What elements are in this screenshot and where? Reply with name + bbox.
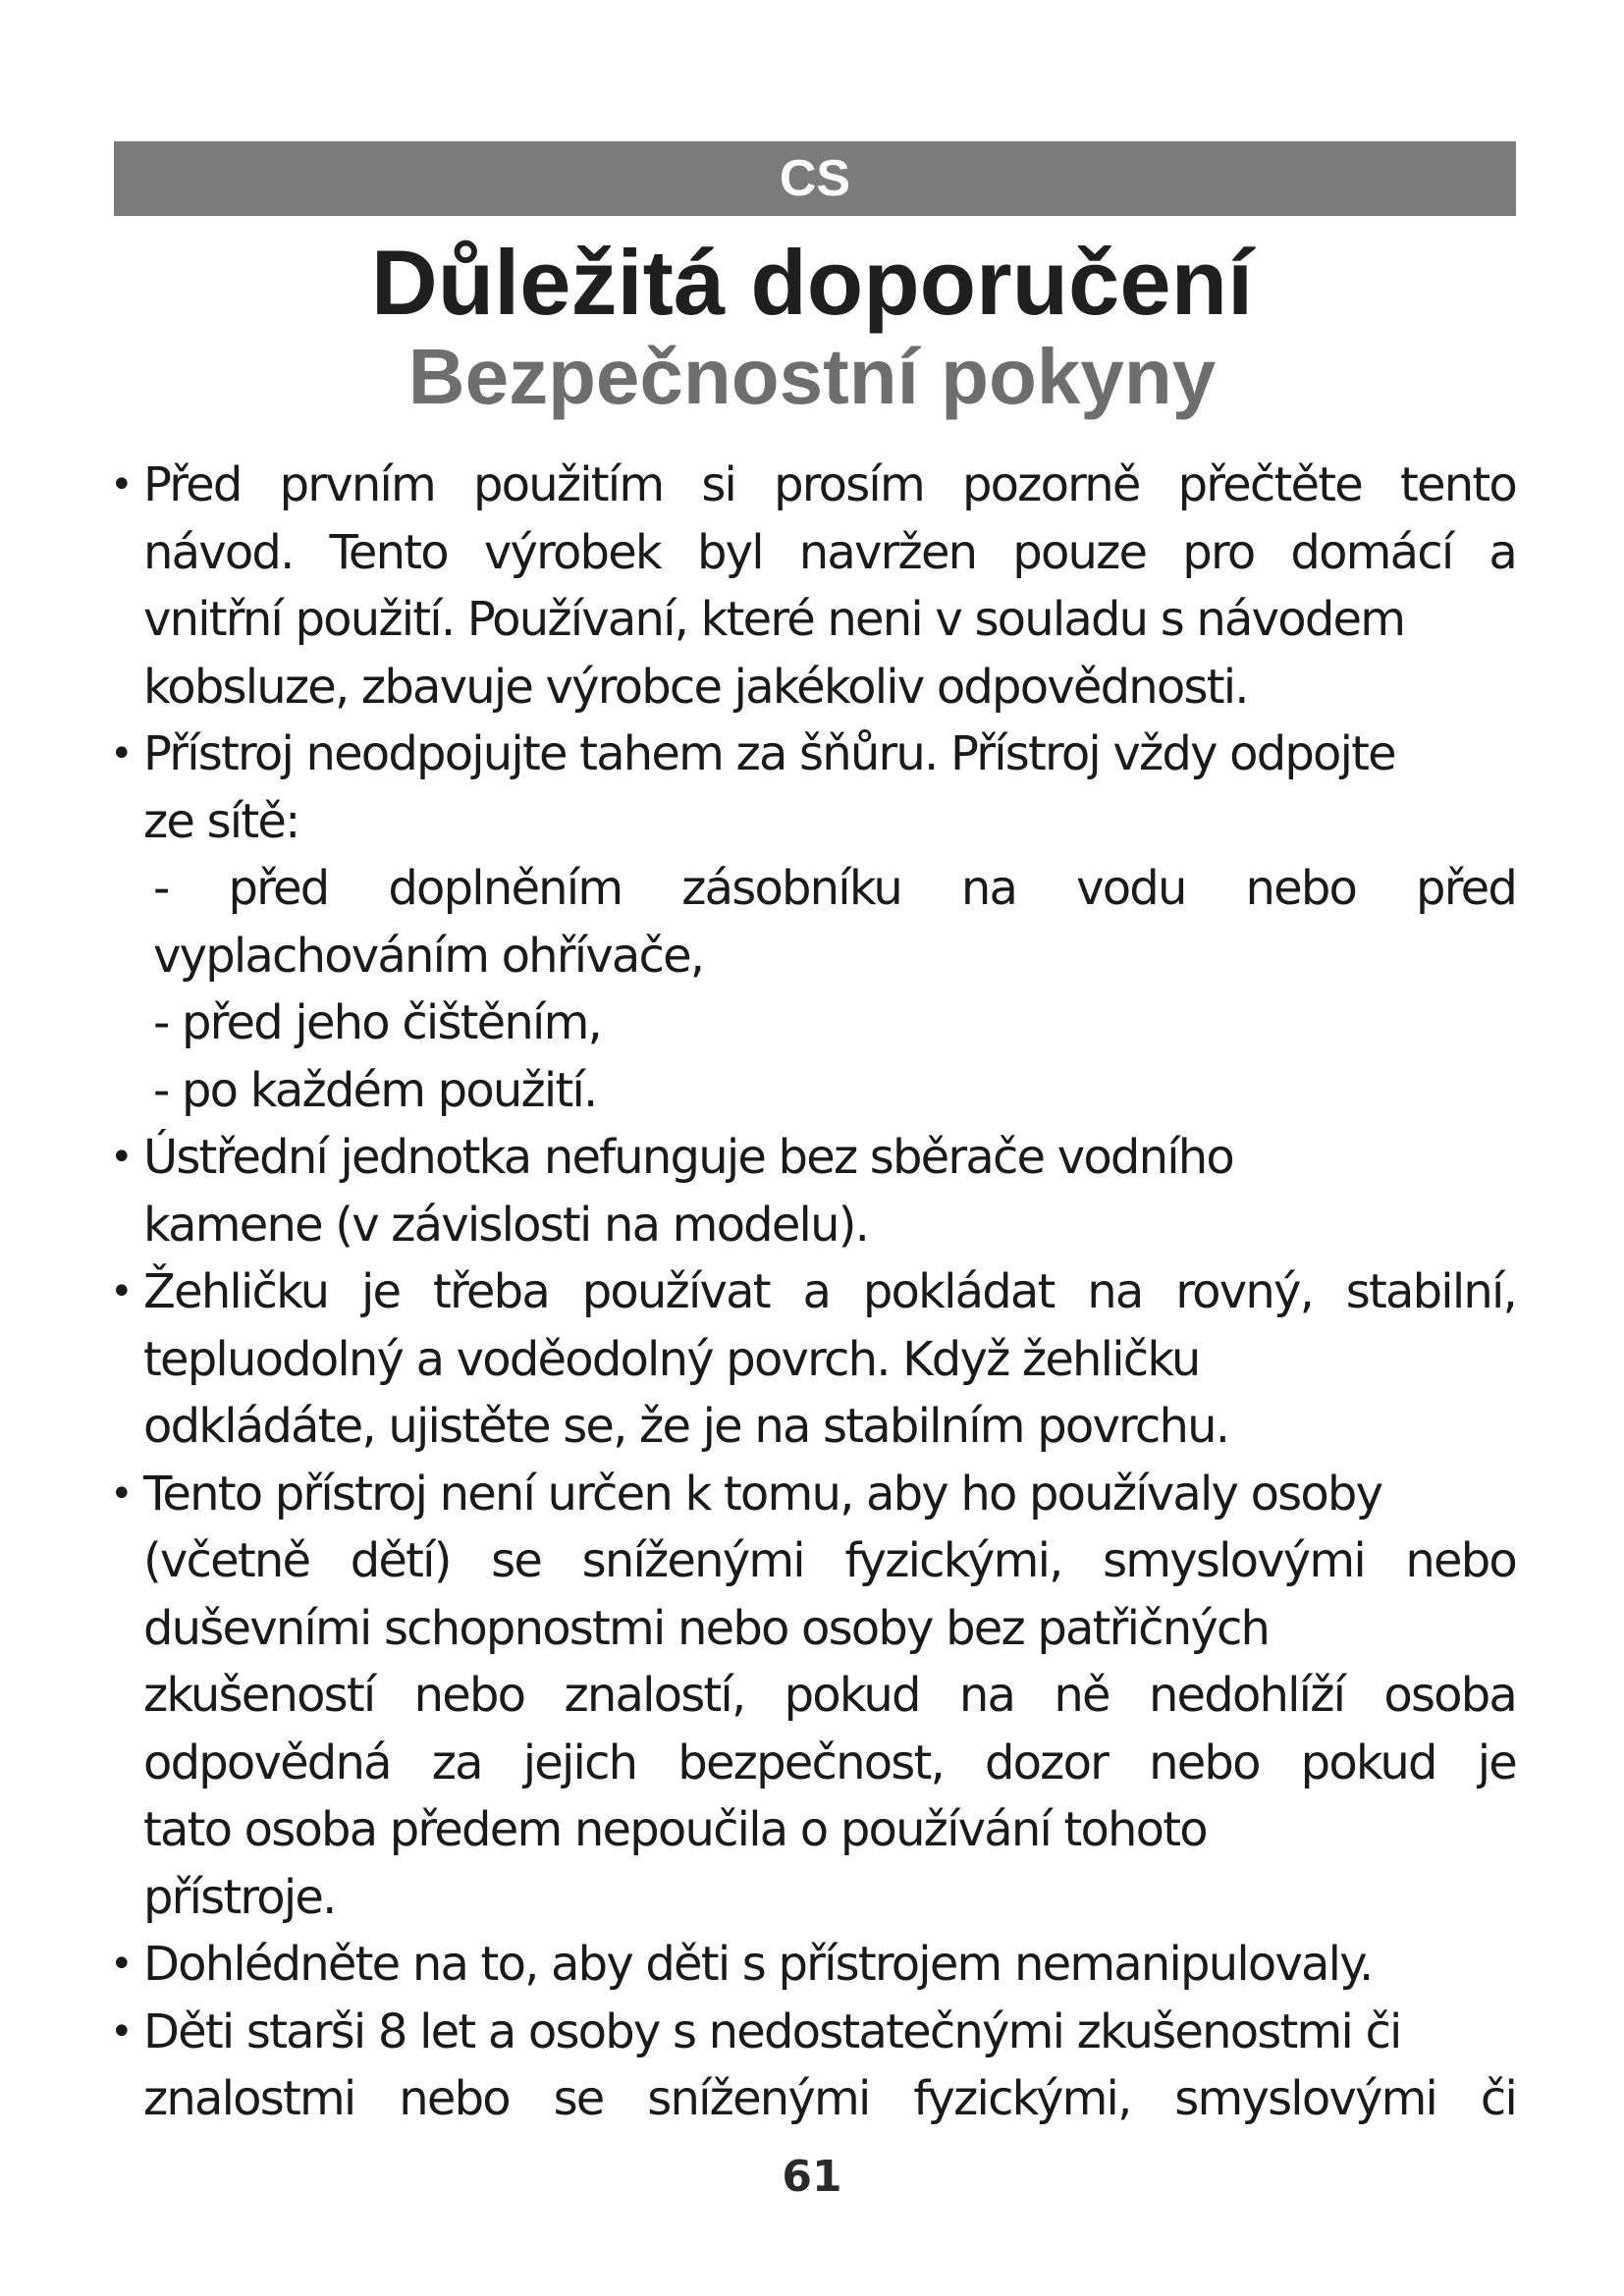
sub-item-text: před doplněním zásobníku na vodu nebo před: [228, 861, 1516, 916]
text-line: ze sítě:: [143, 793, 299, 849]
bullet-item: [110, 1461, 1516, 1932]
bullet-marker: •: [110, 1135, 134, 1180]
bullet-marker: •: [110, 1942, 134, 1987]
text-line: Žehličku je třeba používat a pokládat na rovný, stabilní,: [143, 1264, 1516, 1319]
sub-item: [110, 1057, 1516, 1125]
text-line: duševními schopnostmi nebo osoby bez patřičných: [143, 1600, 1270, 1656]
dash-marker: -: [153, 995, 169, 1050]
sub-item-line: [153, 855, 1516, 923]
sub-item-text: před jeho čištěním,: [182, 995, 601, 1050]
sub-item-line: [153, 989, 1516, 1057]
safety-instructions: [110, 452, 1516, 2133]
bullet-marker: •: [110, 2008, 134, 2055]
bullet-item: [110, 1931, 1516, 1999]
bullet-marker: •: [110, 462, 134, 507]
bullet-item: [110, 1999, 1516, 2133]
sub-item-line: [153, 1057, 1516, 1125]
bullet-marker: •: [110, 731, 134, 776]
text-line: kobsluze, zbavuje výrobce jakékoliv odpovědnosti.: [143, 659, 1248, 715]
text-line: vnitřní použití. Používaní, které neni v souladu s návodem: [143, 592, 1405, 647]
bullet-item: [110, 452, 1516, 721]
bullet-marker: •: [110, 1269, 134, 1314]
bullet-item: [110, 721, 1516, 855]
dash-marker: -: [153, 861, 169, 916]
text-line: zkušeností nebo znalostí, pokud na ně nedohlíží osoba: [143, 1668, 1516, 1723]
text-line: znalostmi nebo se sníženými fyzickými, smyslovými či: [143, 2071, 1516, 2126]
bullet-item: [110, 1258, 1516, 1461]
page-number: 61: [782, 2152, 842, 2202]
bullet-item: [110, 1124, 1516, 1258]
bullet-marker: •: [110, 1470, 134, 1517]
text-line: Před prvním použitím si prosím pozorně přečtěte tento: [143, 457, 1516, 512]
sub-item: [110, 855, 1516, 989]
text-line: Dohlédněte na to, aby děti s přístrojem nemanipulovaly.: [143, 1937, 1373, 1992]
text-line: odkládáte, ujistěte se, že je na stabilním povrchu.: [143, 1399, 1229, 1454]
text-line: Přístroj neodpojujte tahem za šňůru. Přístroj vždy odpojte: [143, 726, 1395, 781]
text-line: tepluodolný a voděodolný povrch. Když žehličku: [143, 1331, 1200, 1387]
sub-item-text: po každém použití.: [182, 1062, 597, 1118]
page-subtitle: Bezpečnostní pokyny: [407, 333, 1217, 420]
text-line: kamene (v závislosti na modelu).: [143, 1197, 869, 1253]
text-line: přístroje.: [143, 1869, 336, 1925]
text-line: tato osoba předem nepoučila o používání tohoto: [143, 1802, 1207, 1857]
sub-item: [110, 989, 1516, 1057]
text-line: Tento přístroj není určen k tomu, aby ho používaly osoby: [143, 1466, 1382, 1522]
language-bar: [114, 141, 1516, 216]
text-line: návod. Tento výrobek byl navržen pouze pro domácí a: [143, 524, 1516, 580]
page-title: Důležitá doporučení: [370, 231, 1254, 334]
text-line: Ústřední jednotka nefunguje bez sběrače vodního: [143, 1130, 1233, 1185]
language-code: CS: [779, 150, 851, 207]
text-line: odpovědná za jejich bezpečnost, dozor nebo pokud je: [143, 1735, 1516, 1790]
dash-marker: -: [153, 1062, 169, 1118]
text-line: Děti starši 8 let a osoby s nedostatečnými zkušenostmi či: [143, 2003, 1401, 2059]
sub-item-line: vyplachováním ohřívače,: [153, 928, 704, 984]
text-line: (včetně dětí) se sníženými fyzickými, smyslovými nebo: [143, 1533, 1516, 1588]
